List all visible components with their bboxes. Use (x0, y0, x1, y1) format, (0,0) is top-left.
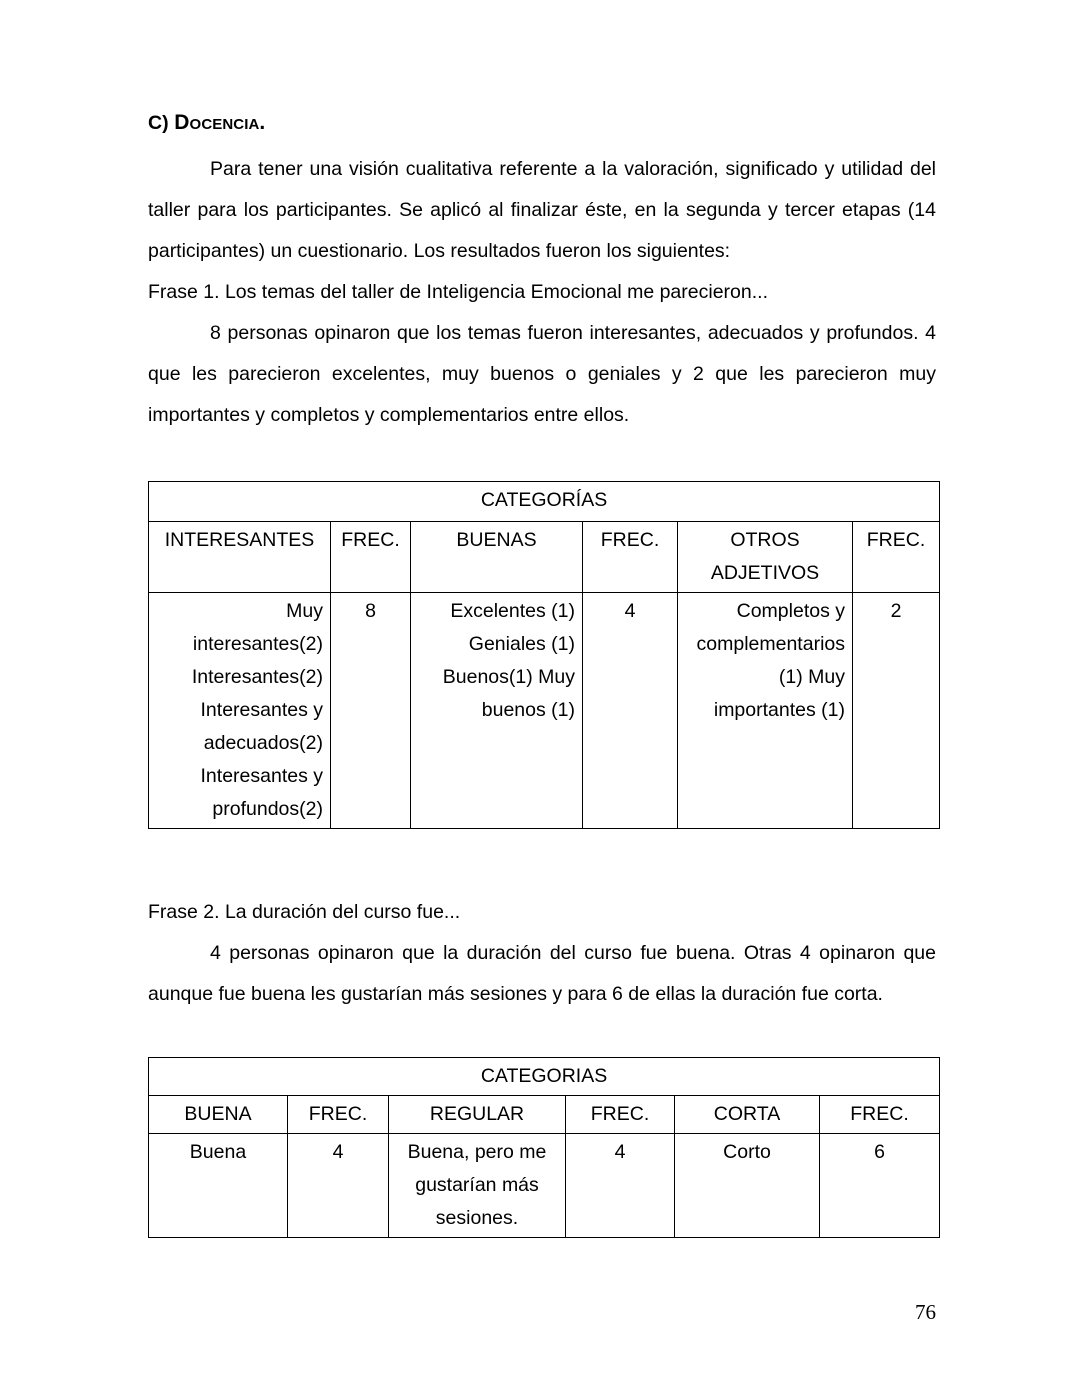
table1-cell-frec-2: 4 (583, 593, 678, 829)
table1-span-header-cell: CATEGORÍAS (149, 482, 940, 522)
table-categorias-duracion (148, 1057, 940, 1238)
page-number: 76 (915, 1300, 936, 1324)
section-heading-prefix: C) (148, 112, 175, 134)
table2-cell-frec-1: 4 (288, 1134, 389, 1238)
table2-header-regular: REGULAR (389, 1096, 566, 1134)
table-row-span-header (149, 1058, 940, 1096)
table-row (149, 593, 940, 829)
table1-header-frec-1: FREC. (331, 522, 411, 593)
table2-cell-frec-3: 6 (820, 1134, 940, 1238)
table-row (149, 1134, 940, 1238)
table1-cell-frec-1: 8 (331, 593, 411, 829)
table-row-header (149, 1096, 940, 1134)
table1-cell-frec-3: 2 (853, 593, 940, 829)
paragraph-intro: Para tener una visión cualitativa referente a la valoración, significado y utilidad del taller para los participantes. Se aplicó al finalizar éste, en la segunda y tercer etapas (14 participantes) un cuestionario. Los resultados fueron los siguientes: (148, 158, 936, 263)
page-content (148, 110, 936, 1238)
table2-span-header-cell: CATEGORIAS (149, 1058, 940, 1096)
section-heading (148, 110, 936, 135)
spacer (148, 436, 936, 481)
table1-cell-otros-adjetivos: Completos y complementarios (1) Muy importantes (1) (678, 593, 853, 829)
table-row-span-header (149, 482, 940, 522)
table1-cell-interesantes: Muy interesantes(2) Interesantes(2) Interesantes y adecuados(2) Interesantes y profundos(2) (149, 593, 331, 829)
table2-header-buena: BUENA (149, 1096, 288, 1134)
table-row-header (149, 522, 940, 593)
table2-cell-corta: Corto (675, 1134, 820, 1238)
table1-header-frec-2: FREC. (583, 522, 678, 593)
paragraph-frase1-body: 8 personas opinaron que los temas fueron interesantes, adecuados y profundos. 4 que les parecieron excelentes, muy buenos o geniales y 2 que les parecieron muy importantes y completos y complementarios entre ellos. (148, 322, 936, 427)
table-categorias-temas (148, 481, 940, 829)
table2-header-frec-2: FREC. (566, 1096, 675, 1134)
table1-header-frec-3: FREC. (853, 522, 940, 593)
table1-header-otros-adjetivos: OTROS ADJETIVOS (678, 522, 853, 593)
table2-cell-buena: Buena (149, 1134, 288, 1238)
table1-cell-buenas: Excelentes (1) Geniales (1) Buenos(1) Muy buenos (1) (411, 593, 583, 829)
table2-cell-regular: Buena, pero me gustarían más sesiones. (389, 1134, 566, 1238)
section-heading-title: Docencia. (174, 111, 266, 134)
paragraph-frase2-label: Frase 2. La duración del curso fue... (148, 901, 461, 924)
spacer (148, 1015, 936, 1057)
paragraph-frase1-label: Frase 1. Los temas del taller de Inteligencia Emocional me parecieron... (148, 281, 768, 304)
table2-header-corta: CORTA (675, 1096, 820, 1134)
table1-header-buenas: BUENAS (411, 522, 583, 593)
table2-cell-frec-2: 4 (566, 1134, 675, 1238)
table2-header-frec-3: FREC. (820, 1096, 940, 1134)
table1-header-interesantes: INTERESANTES (149, 522, 331, 593)
spacer (148, 829, 936, 892)
paragraph-frase2-body: 4 personas opinaron que la duración del curso fue buena. Otras 4 opinaron que aunque fue buena les gustarían más sesiones y para 6 de ellas la duración fue corta. (148, 942, 936, 1006)
table2-header-frec-1: FREC. (288, 1096, 389, 1134)
